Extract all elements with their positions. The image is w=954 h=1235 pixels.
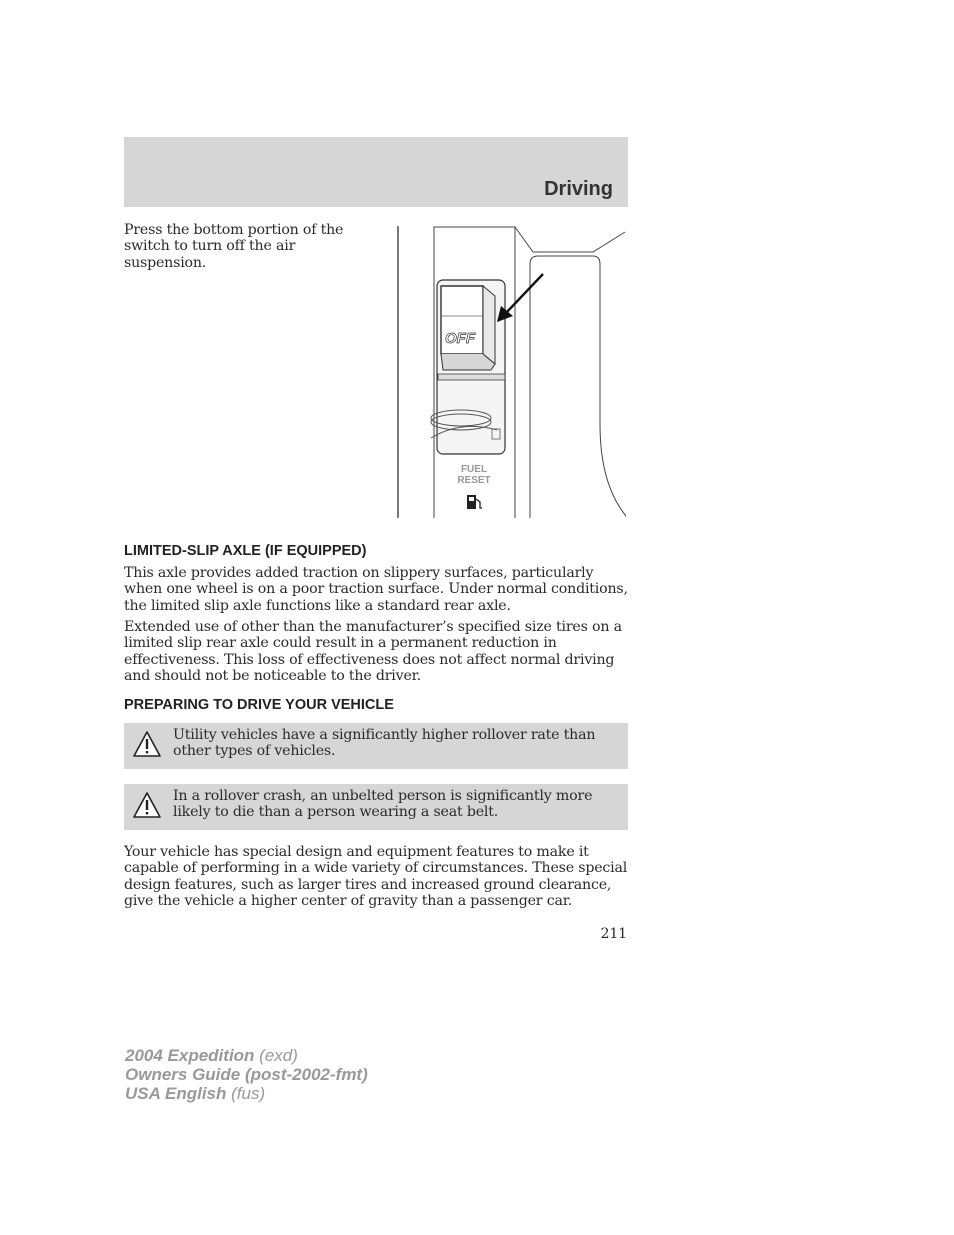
- warning-triangle-icon: [132, 730, 162, 758]
- preparing-paragraph: Your vehicle has special design and equipment features to make it capable of performing in a wide variety of circumstances. These special design features, such as larger tires and increased ground clearance, give the vehicle a higher center of gravity than a passenger car.: [124, 844, 628, 909]
- limited-slip-paragraph-1: This axle provides added traction on slippery surfaces, particularly when one wheel is on a poor traction surface. Under normal conditions, the limited slip axle functions like a standard rear axle.: [124, 565, 628, 614]
- footer-line-1: 2004 Expedition (exd): [125, 1046, 298, 1065]
- footer-line-2: Owners Guide (post-2002-fmt): [125, 1065, 368, 1084]
- warning-text: In a rollover crash, an unbelted person is significantly more likely to die than a person wearing a seat belt.: [173, 788, 593, 821]
- switch-off-label: OFF: [445, 330, 475, 347]
- preparing-heading: PREPARING TO DRIVE YOUR VEHICLE: [124, 697, 394, 713]
- section-header-band: [124, 137, 628, 207]
- reset-label: RESET: [457, 475, 491, 486]
- warning-triangle-icon: [132, 791, 162, 819]
- intro-text: Press the bottom portion of the switch to turn off the air suspension.: [124, 222, 344, 271]
- document-footer: [125, 1046, 368, 1103]
- air-suspension-switch-illustration: [397, 224, 629, 520]
- limited-slip-paragraph-2: Extended use of other than the manufacturer’s specified size tires on a limited slip rear axle could result in a permanent reduction in effectiveness. This loss of effectiveness does not affect normal driving and should not be noticeable to the driver.: [124, 619, 622, 684]
- fuel-pump-icon: [467, 495, 482, 509]
- footer-line-3: USA English (fus): [125, 1084, 266, 1103]
- warning-text: Utility vehicles have a significantly higher rollover rate than other types of vehicles.: [173, 727, 596, 760]
- page-number: 211: [600, 926, 627, 942]
- limited-slip-heading: LIMITED-SLIP AXLE (IF EQUIPPED): [124, 543, 367, 559]
- section-title: Driving: [544, 178, 613, 200]
- seatbelt-warning-box: [124, 784, 628, 830]
- rollover-warning-box: [124, 723, 628, 769]
- fuel-label: FUEL: [460, 464, 488, 475]
